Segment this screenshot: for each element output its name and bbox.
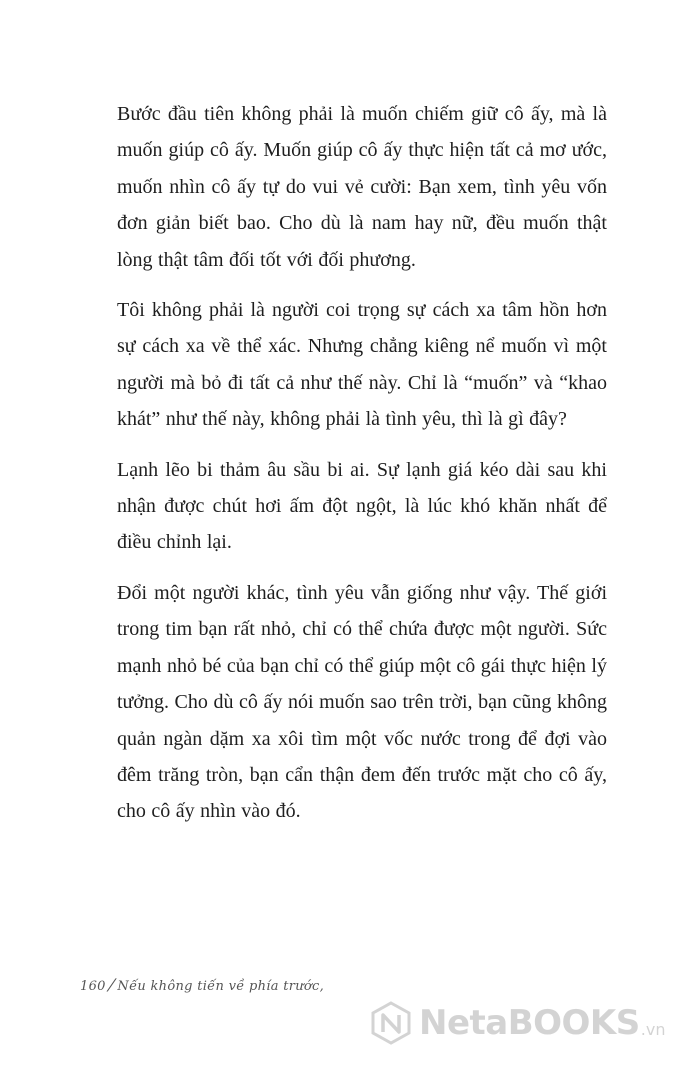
footer-separator: / [107, 975, 117, 994]
paragraph: Bước đầu tiên không phải là muốn chiếm giữ cô ấy, mà là muốn giúp cô ấy. Muốn giúp cô ấy thực hiện tất cả mơ ước, muốn nhìn cô ấy tự do vui vẻ cười: Bạn xem, tình yêu vốn đơn giản biết bao. Cho dù là nam hay nữ, đều muốn thật lòng thật tâm đối tốt với đối phương. [117, 103, 607, 271]
paragraph: Lạnh lẽo bi thảm âu sầu bi ai. Sự lạnh giá kéo dài sau khi nhận được chút hơi ấm đột ngột, là lúc khó khăn nhất để điều chỉnh lại. [117, 458, 607, 554]
book-title: Nếu không tiến về phía trước, [117, 979, 325, 994]
running-footer [80, 975, 324, 994]
watermark [369, 993, 665, 1053]
paragraph: Đổi một người khác, tình yêu vẫn giống như vậy. Thế giới trong tim bạn rất nhỏ, chỉ có thể chứa được một người. Sức mạnh nhỏ bé của bạn chỉ có thể giúp một cô gái thực hiện lý tưởng. Cho dù cô ấy nói muốn sao trên trời, bạn cũng không quản ngàn dặm xa xôi tìm một vốc nước trong để đợi vào đêm trăng tròn, bạn cẩn thận đem đến trước mặt cho cô ấy, cho cô ấy nhìn vào đó. [117, 581, 607, 823]
paragraph: Tôi không phải là người coi trọng sự cách xa tâm hồn hơn sự cách xa về thể xác. Nhưng chẳng kiêng nể muốn vì một người mà bỏ đi tất cả như thế này. Chỉ là “muốn” và “khao khát” như thế này, không phải là tình yêu, thì là gì đây? [117, 299, 607, 431]
page-body [117, 96, 607, 844]
watermark-suffix: .vn [640, 1020, 666, 1039]
watermark-brand: NetaBOOKS [419, 1003, 640, 1043]
netabooks-logo-icon [369, 1001, 413, 1045]
page-number: 160 [80, 979, 106, 994]
